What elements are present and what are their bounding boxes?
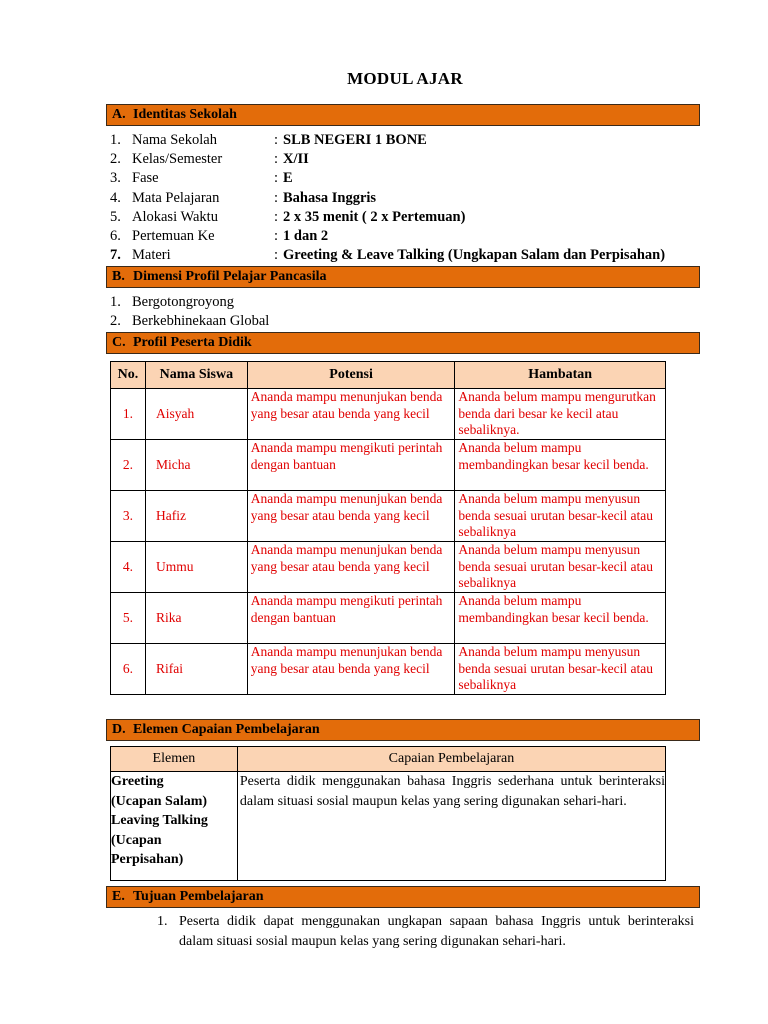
list-number: 2.: [110, 313, 121, 329]
row-colon: :: [274, 228, 279, 244]
cell-potensi: Ananda mampu menunjukan benda yang besar atau benda yang kecil: [247, 644, 455, 695]
list-number: 1.: [110, 294, 121, 310]
row-label: Materi: [132, 247, 171, 263]
row-colon: :: [274, 209, 279, 225]
elemen-line: (Ucapan Salam): [111, 793, 208, 809]
cell-hambatan: Ananda belum mampu membandingkan besar kecil benda.: [455, 593, 666, 644]
table-row: [111, 593, 666, 644]
cell-nama: Aisyah: [145, 389, 247, 440]
learning-outcome-table: [110, 746, 666, 881]
section-c-header: [106, 332, 700, 354]
table-header-row: [111, 747, 666, 772]
cell-no: 6.: [111, 644, 146, 695]
cell-potensi: Ananda mampu mengikuti perintah dengan bantuan: [247, 440, 455, 491]
cell-potensi: Ananda mampu menunjukan benda yang besar atau benda yang kecil: [247, 491, 455, 542]
table-row: [111, 440, 666, 491]
cell-potensi: Ananda mampu menunjukan benda yang besar atau benda yang kecil: [247, 542, 455, 593]
objective-item: [157, 912, 694, 952]
cell-no: 4.: [111, 542, 146, 593]
cell-potensi: Ananda mampu menunjukan benda yang besar atau benda yang kecil: [247, 389, 455, 440]
section-a-letter: A.: [112, 107, 126, 122]
table-row: [111, 644, 666, 695]
cell-hambatan: Ananda belum mampu menyusun benda sesuai urutan besar-kecil atau sebaliknya: [455, 491, 666, 542]
cell-no: 3.: [111, 491, 146, 542]
row-value: 1 dan 2: [283, 228, 329, 244]
section-c-title: Profil Peserta Didik: [133, 335, 252, 350]
objective-number: 1.: [157, 914, 168, 929]
row-value: SLB NEGERI 1 BONE: [283, 132, 427, 148]
cell-potensi: Ananda mampu mengikuti perintah dengan bantuan: [247, 593, 455, 644]
row-value: X/II: [283, 151, 309, 167]
table-row: [111, 491, 666, 542]
row-number: 2.: [110, 151, 121, 167]
elemen-line: Greeting: [111, 774, 164, 789]
row-number: 3.: [110, 170, 121, 186]
row-label: Kelas/Semester: [132, 151, 223, 167]
section-e-letter: E.: [112, 889, 125, 904]
list-label: Berkebhinekaan Global: [132, 313, 270, 329]
table-row: [111, 772, 666, 881]
column-header-capaian: Capaian Pembelajaran: [237, 747, 665, 772]
table-row: [111, 389, 666, 440]
cell-hambatan: Ananda belum mampu menyusun benda sesuai urutan besar-kecil atau sebaliknya: [455, 542, 666, 593]
row-colon: :: [274, 132, 279, 148]
column-header-no: No.: [111, 362, 146, 389]
row-value: 2 x 35 menit ( 2 x Pertemuan): [283, 209, 466, 225]
cell-nama: Rifai: [145, 644, 247, 695]
objective-text: Peserta didik dapat menggunakan ungkapan sapaan bahasa Inggris untuk berinteraksi dalam situasi sosial maupun kelas yang sering digunakan sehari-hari.: [179, 914, 694, 949]
student-profile-table: [110, 361, 666, 695]
section-d-title: Elemen Capaian Pembelajaran: [133, 722, 320, 737]
row-value: E: [283, 170, 293, 186]
column-header-potensi: Potensi: [247, 362, 455, 389]
table-row: [111, 542, 666, 593]
cell-nama: Micha: [145, 440, 247, 491]
row-colon: :: [274, 247, 279, 263]
cell-hambatan: Ananda belum mampu menyusun benda sesuai urutan besar-kecil atau sebaliknya: [455, 644, 666, 695]
section-d-header: [106, 719, 700, 741]
column-header-elemen: Elemen: [111, 747, 238, 772]
column-header-nama: Nama Siswa: [145, 362, 247, 389]
row-number: 7.: [110, 247, 121, 263]
row-number: 6.: [110, 228, 121, 244]
section-d-letter: D.: [112, 722, 126, 737]
cell-nama: Rika: [145, 593, 247, 644]
row-label: Mata Pelajaran: [132, 190, 220, 206]
row-colon: :: [274, 170, 279, 186]
section-a-header: [106, 104, 700, 126]
cell-nama: Ummu: [145, 542, 247, 593]
row-label: Alokasi Waktu: [132, 209, 218, 225]
row-number: 1.: [110, 132, 121, 148]
section-e-title: Tujuan Pembelajaran: [133, 889, 264, 904]
cell-hambatan: Ananda belum mampu mengurutkan benda dari besar ke kecil atau sebaliknya.: [455, 389, 666, 440]
section-a-title: Identitas Sekolah: [133, 107, 237, 122]
row-number: 4.: [110, 190, 121, 206]
section-c-letter: C.: [112, 335, 126, 350]
row-colon: :: [274, 151, 279, 167]
elemen-line: Perpisahan): [111, 852, 184, 867]
row-label: Fase: [132, 170, 159, 186]
list-label: Bergotongroyong: [132, 294, 235, 310]
section-b-title: Dimensi Profil Pelajar Pancasila: [133, 269, 327, 284]
row-colon: :: [274, 190, 279, 206]
cell-no: 5.: [111, 593, 146, 644]
elemen-line: Leaving Talking: [111, 813, 208, 828]
cell-nama: Hafiz: [145, 491, 247, 542]
row-number: 5.: [110, 209, 121, 225]
row-value: Greeting & Leave Talking (Ungkapan Salam dan Perpisahan): [283, 247, 666, 263]
cell-no: 1.: [111, 389, 146, 440]
section-b-header: [106, 266, 700, 288]
cell-capaian: Peserta didik menggunakan bahasa Inggris sederhana untuk berinteraksi dalam situasi sosial maupun kelas yang sering digunakan sehari-hari.: [237, 772, 665, 881]
table-header-row: [111, 362, 666, 389]
cell-hambatan: Ananda belum mampu membandingkan besar kecil benda.: [455, 440, 666, 491]
cell-elemen: [111, 772, 238, 881]
page-title: MODUL AJAR: [347, 69, 463, 88]
section-e-header: [106, 886, 700, 908]
row-value: Bahasa Inggris: [283, 190, 377, 206]
column-header-hambatan: Hambatan: [455, 362, 666, 389]
elemen-line: (Ucapan: [111, 832, 162, 848]
section-b-letter: B.: [112, 269, 125, 284]
cell-no: 2.: [111, 440, 146, 491]
row-label: Nama Sekolah: [132, 132, 217, 148]
row-label: Pertemuan Ke: [132, 228, 215, 244]
